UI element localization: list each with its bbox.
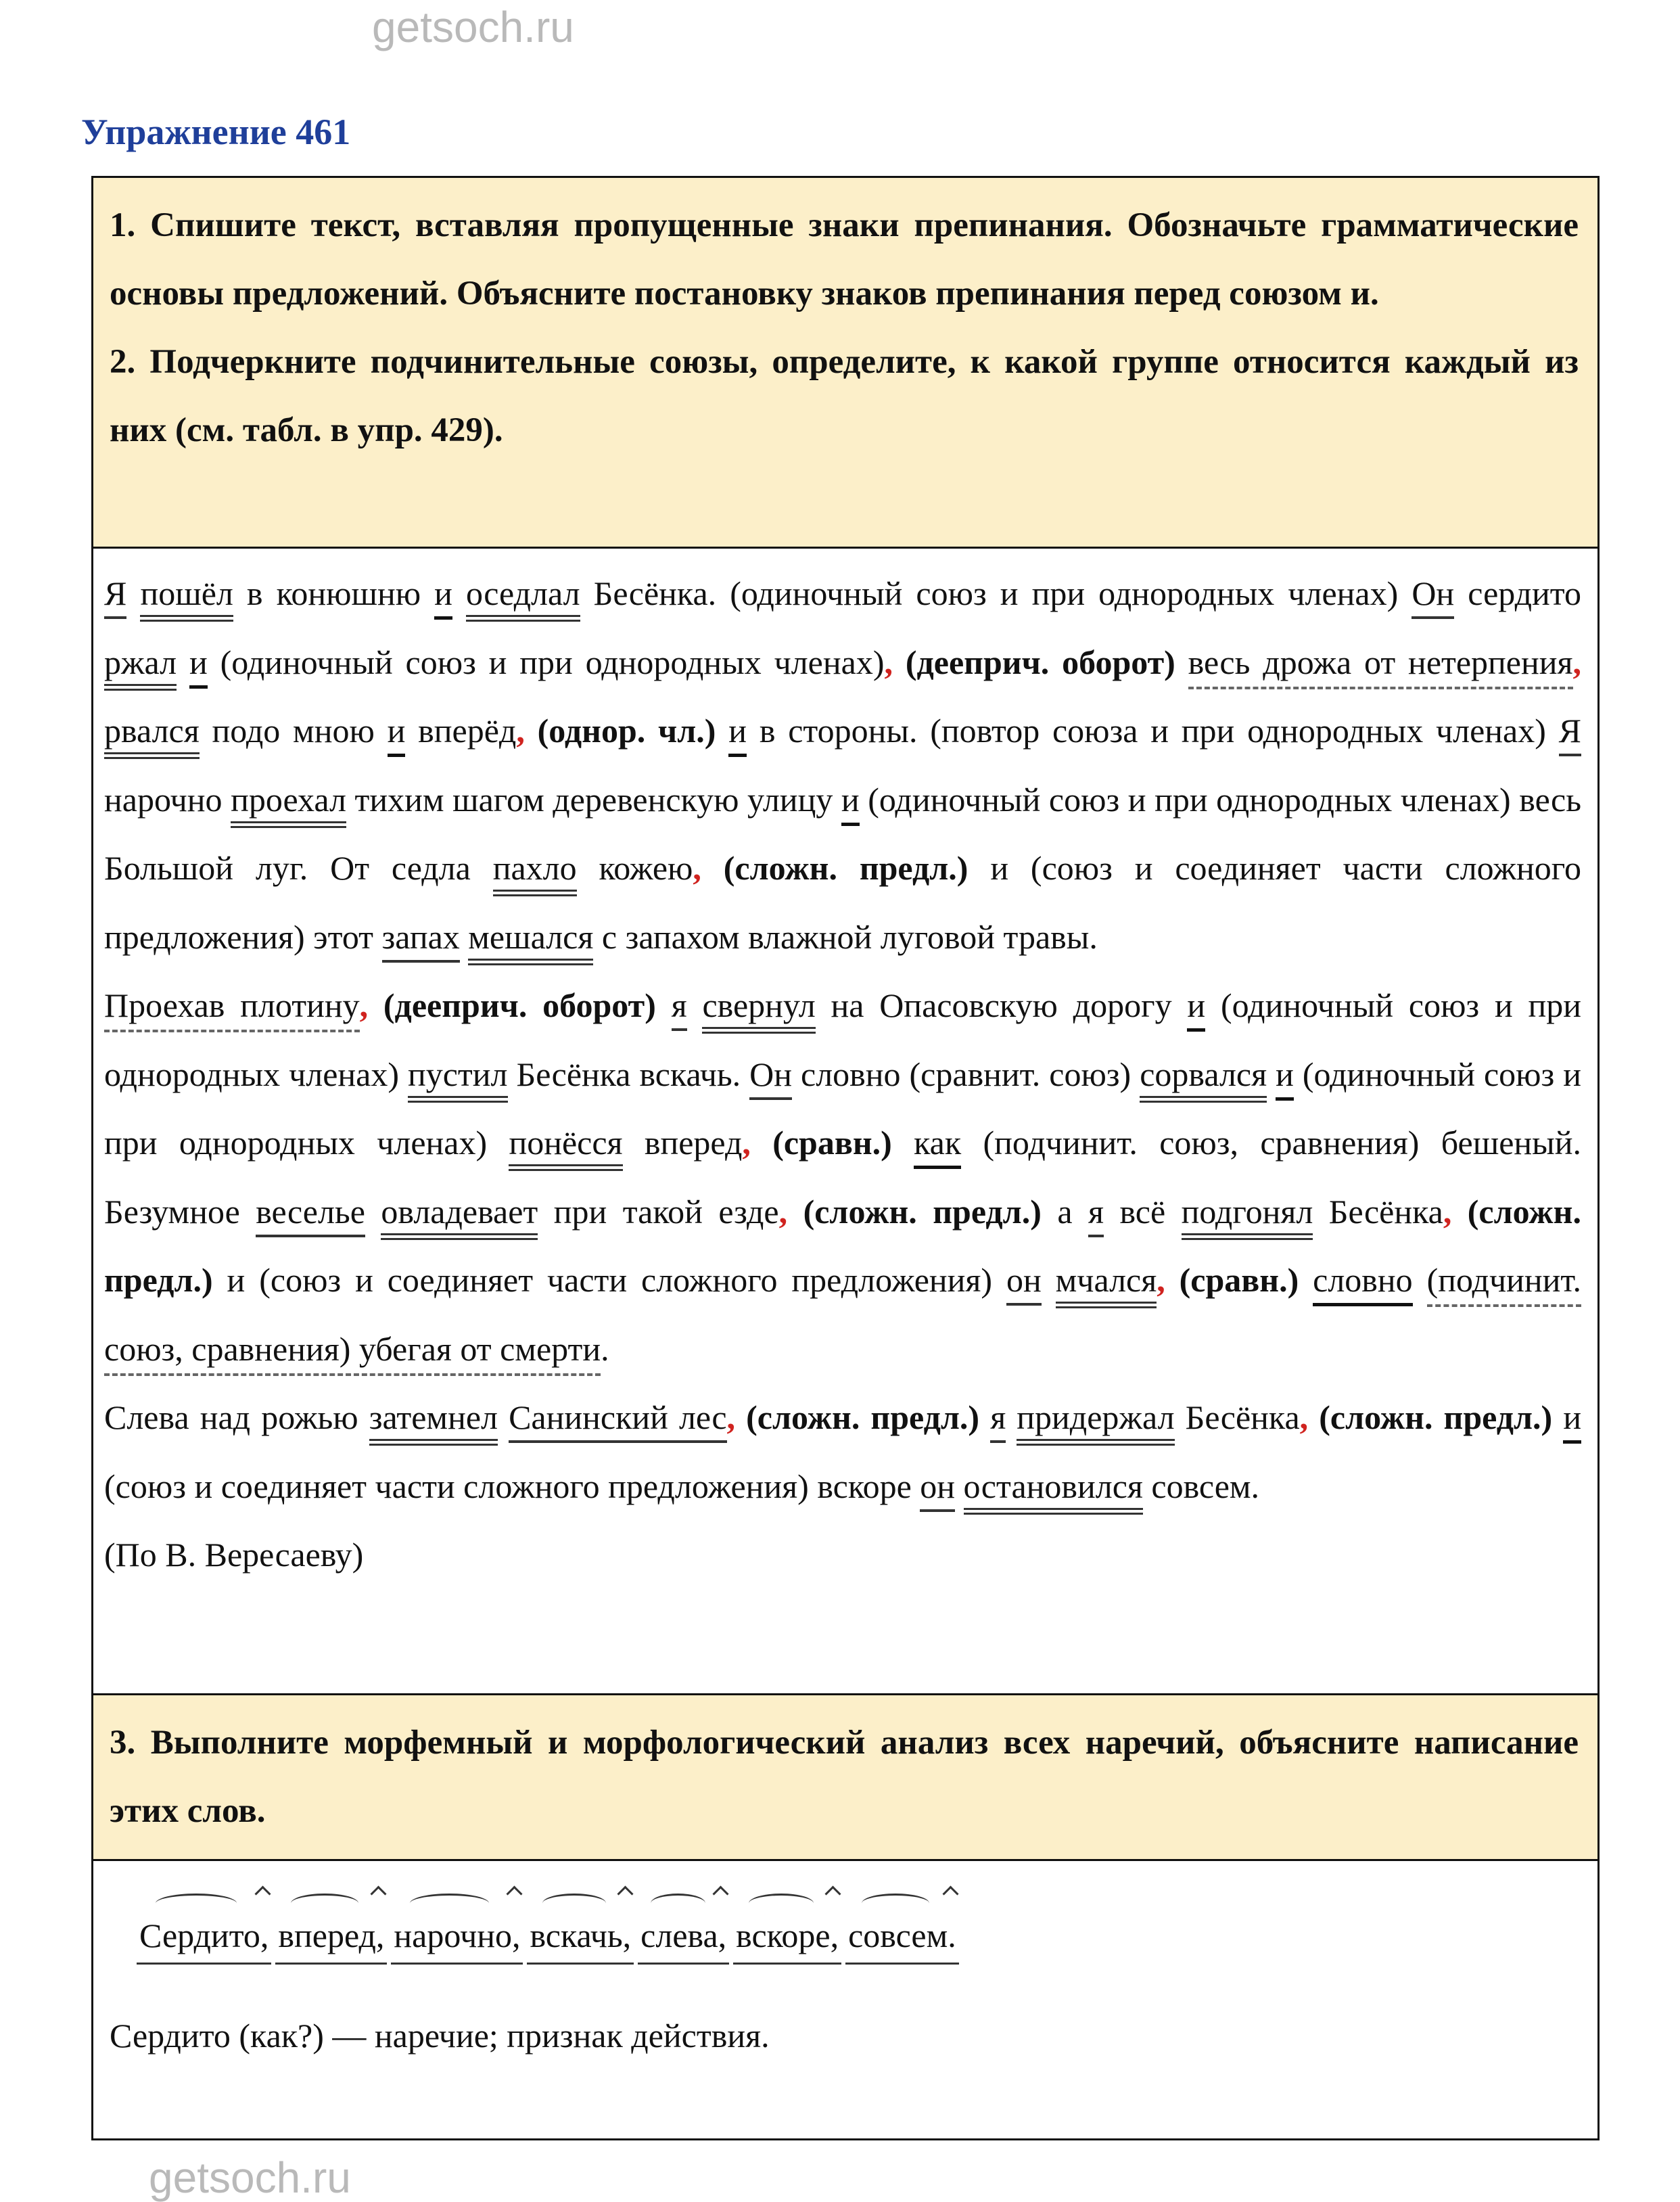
conjunction-underlined: и [189,643,208,689]
text-segment: . [601,1329,609,1368]
added-comma: , [1299,1398,1309,1436]
text-segment: тихим шагом деревенскую улицу [346,780,841,819]
text-segment: Бесёнка вскачь. [507,1055,750,1093]
root-arc-icon [651,1894,705,1913]
text-segment: (одиночный союз и при однородных членах) [104,986,1582,1093]
predicate-word: остановился [964,1467,1143,1515]
text-segment [687,986,703,1024]
morphological-analysis: Сердито (как?) — наречие; признак действия. [110,2017,770,2055]
conjunction-underlined: и [1187,986,1205,1032]
subject-word: я [1088,1193,1104,1237]
morpheme-word [137,1908,271,1965]
root-arc-icon [862,1894,930,1913]
morpheme-word-text: совсем. [848,1917,956,1954]
subject-word: я [990,1398,1006,1443]
predicate-word: ржал [104,643,177,691]
morpheme-word-text: слева, [640,1917,727,1954]
morpheme-word [527,1908,634,1965]
answer-text [93,549,1597,1693]
annotation-bold: (сложн. предл.) [104,1192,1581,1299]
text-segment: словно (сравнит. союз) [792,1055,1140,1093]
predicate-word: проехал [231,781,346,828]
adverbial-phrase: Проехав плотину [104,986,360,1032]
added-comma: , [359,986,369,1024]
text-segment [1042,1261,1056,1299]
predicate-word: мчался [1056,1261,1157,1308]
annotation-bold: (однор. чл.) [537,712,716,750]
text-segment [1267,1055,1276,1093]
conjunction-underlined: словно [1313,1261,1413,1306]
predicate-word: пустил [408,1055,508,1103]
text-segment: вперед [622,1124,743,1162]
morpheme-word [638,1908,729,1965]
exercise-box [91,176,1600,2140]
subject-word: Я [104,574,126,619]
morpheme-word-text: вперед, [278,1917,385,1954]
text-segment: в стороны. (повтор союза и при однородных членах) [747,712,1559,750]
answer-paragraph [104,1521,1581,1590]
text-segment: (По В. Вересаеву) [104,1536,364,1574]
subject-word: он [920,1467,955,1512]
predicate-word: понёсся [509,1124,622,1171]
text-segment: сердито [1454,574,1581,612]
exercise-title: Упражнение 461 [81,112,351,152]
task-3-header [93,1693,1597,1861]
morpheme-word-text: нарочно, [394,1917,521,1954]
text-segment: и (союз и соединяет части сложного предложения) этот [104,849,1581,956]
text-segment [1165,1261,1180,1299]
watermark: getsoch.ru [149,2153,351,2202]
text-segment: Бесёнка [1313,1192,1443,1231]
answer-paragraph [104,559,1581,971]
text-segment [525,712,538,750]
text-segment: подо мною [199,712,388,750]
predicate-word: подгонял [1182,1193,1313,1240]
subject-word: он [1006,1261,1042,1306]
text-segment [126,574,140,612]
predicate-word: овладевает [381,1193,538,1240]
predicate-word: затемнел [369,1398,498,1446]
added-comma: , [884,643,893,681]
text-segment: кожею [576,849,693,887]
suffix-mark-icon [825,1885,841,1902]
subject-word: запах [382,918,460,963]
answer-paragraph [104,971,1581,1383]
added-comma: , [516,712,525,750]
text-segment: Слева над рожью [104,1398,369,1436]
annotation-bold: (сравн.) [772,1124,892,1162]
annotation-bold: (деeприч. оборот) [905,643,1175,681]
subject-word: я [672,986,687,1031]
text-segment [1299,1261,1313,1299]
text-segment: всё [1104,1192,1182,1231]
predicate-word: придержал [1017,1398,1174,1446]
predicate-word: рвался [104,712,200,759]
suffix-mark-icon [507,1885,523,1902]
suffix-mark-icon [255,1885,271,1902]
morpheme-word [845,1908,959,1965]
added-comma: , [1572,643,1582,681]
predicate-word: мешался [468,918,593,965]
annotation-bold: (сложн. предл.) [746,1398,980,1436]
annotation-bold: (сложн. предл.) [723,849,969,887]
morpheme-word [275,1908,387,1965]
text-segment: в конюшню [233,574,435,612]
text-segment [1308,1398,1319,1436]
text-segment [1552,1398,1563,1436]
task-3-text: 3. Выполните морфемный и морфологический анализ всех наречий, объясните написание этих слов. [110,1724,1579,1830]
added-comma: , [693,849,701,887]
conjunction-underlined: и [1276,1055,1294,1101]
added-comma: , [726,1398,736,1436]
morpheme-word [391,1908,523,1965]
suffix-mark-icon [942,1885,958,1902]
adverbial-phrase: весь дрожа от нетерпения [1188,643,1573,689]
conjunction-underlined: и [388,712,406,757]
suffix-mark-icon [713,1885,729,1902]
conjunction-underlined: и [728,712,747,757]
text-segment [365,1193,381,1231]
task-1-2-header [93,178,1597,549]
morpheme-word-text: вскачь, [530,1917,632,1954]
text-segment: вперёд [405,712,517,750]
text-segment: нарочно [104,780,231,819]
conjunction-underlined: как [914,1124,961,1169]
morpheme-word [733,1908,841,1965]
annotation-bold: (сравн.) [1179,1261,1299,1299]
predicate-word: оседлал [466,574,580,622]
text-segment [955,1467,964,1505]
annotation-bold: (дееприч. оборот) [383,986,656,1024]
subject-word: Он [1411,574,1454,619]
added-comma: , [742,1124,751,1162]
predicate-word: пахло [493,849,577,896]
answer-paragraph [104,1383,1581,1521]
text-segment [1413,1261,1427,1299]
text-segment: (подчинит. союз, сравнения) бешеный. Безумное [104,1124,1582,1231]
text-segment [893,643,906,681]
morpheme-word-text: Сердито, [139,1917,269,1954]
root-arc-icon [410,1894,489,1913]
text-segment [716,712,728,750]
suffix-mark-icon [371,1885,387,1902]
text-segment: (одиночный союз и при однородных членах) весь Большой луг. От седла [104,780,1582,887]
morpheme-words [110,1908,1581,1965]
text-segment: а [1041,1192,1088,1231]
subject-word: Санинский лес [509,1398,726,1443]
text-segment: совсем. [1142,1467,1260,1505]
adverbial-phrase: (подчинит. союз, сравнения) убегая от смерти [104,1261,1581,1376]
task-2-text: 2. Подчеркните подчинительные союзы, определите, к какой группе относится каждый из них (см. табл. в упр. 429). [110,343,1579,449]
text-segment [452,574,466,612]
text-segment [656,986,672,1024]
subject-word: веселье [256,1193,365,1237]
root-arc-icon [156,1894,237,1913]
text-segment [368,986,383,1024]
task-1-text: 1. Спишите текст, вставляя пропущенные знаки препинания. Обозначьте грамматические основы предложений. Объясните постановку знаков препинания перед союзом и. [110,206,1579,313]
predicate-word: пошёл [140,574,233,622]
root-arc-icon [749,1894,814,1913]
text-segment: на Опасовскую дорогу [815,986,1188,1024]
text-segment: (одиночный союз и при однородных членах) [104,1055,1582,1162]
text-segment [1006,1398,1017,1436]
text-segment [460,918,469,956]
annotation-bold: (сложн. предл.) [803,1192,1042,1231]
suffix-mark-icon [617,1885,634,1902]
text-segment: Бесёнка [1174,1398,1300,1436]
text-segment: с запахом влажной луговой травы. [593,917,1098,956]
root-arc-icon [542,1894,607,1913]
text-segment [735,1398,746,1436]
text-segment: и (союз и соединяет части сложного предложения) [212,1261,1006,1299]
text-segment [892,1124,914,1162]
text-segment: при такой езде [538,1192,779,1231]
text-segment [177,643,189,681]
watermark: getsoch.ru [372,3,574,51]
conjunction-underlined: и [434,574,452,620]
predicate-word: сорвался [1140,1055,1267,1103]
text-segment: (одиночный союз и при однородных членах) [207,643,885,681]
morpheme-word-text: вскоре, [736,1917,839,1954]
text-segment [1451,1193,1467,1231]
text-segment [1175,643,1188,681]
text-segment: (союз и соединяет части сложного предложения) вскоре [104,1467,920,1505]
annotation-bold: (сложн. предл.) [1319,1398,1553,1436]
conjunction-underlined: и [841,781,860,826]
text-segment [498,1398,509,1436]
text-segment [751,1124,772,1162]
subject-word: Он [749,1055,792,1100]
morpheme-analysis-section [93,1908,1597,2138]
text-segment [787,1193,803,1231]
predicate-word: свернул [702,986,815,1034]
added-comma: , [778,1192,788,1231]
text-segment [979,1398,990,1436]
conjunction-underlined: и [1563,1398,1581,1444]
added-comma: , [1443,1192,1452,1231]
subject-word: Я [1559,712,1581,756]
text-segment [701,849,724,887]
root-arc-icon [291,1894,358,1913]
text-segment: Бесёнка. (одиночный союз и при однородных членах) [580,574,1412,612]
added-comma: , [1157,1261,1165,1299]
